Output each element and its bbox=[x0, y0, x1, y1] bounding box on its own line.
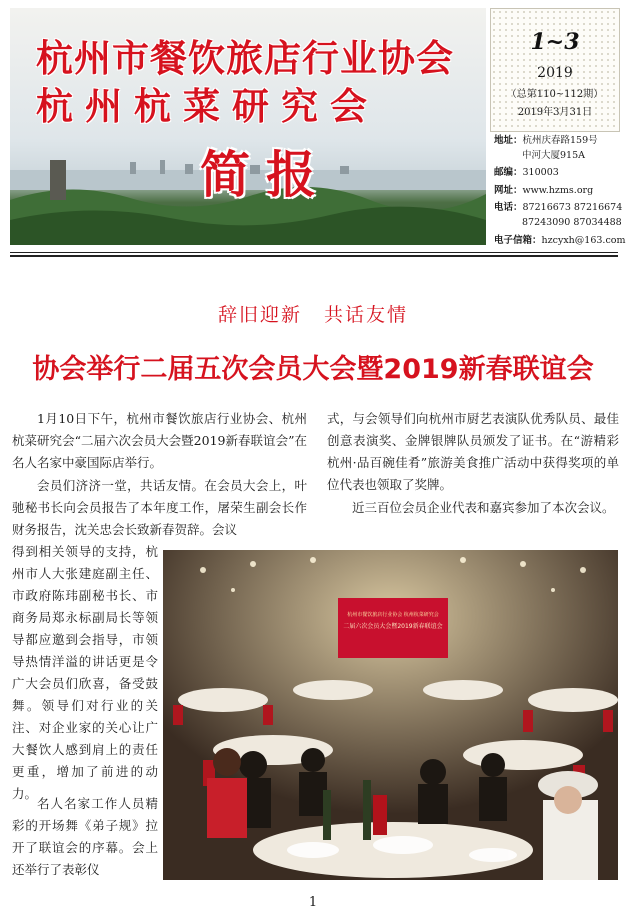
masthead-banner bbox=[10, 8, 486, 245]
banquet-photo bbox=[163, 550, 618, 880]
org-name-line1: 杭州市餐饮旅店行业协会 bbox=[36, 37, 454, 80]
website-label: 网址： bbox=[494, 185, 523, 196]
issue-date: 2019年3月31日 bbox=[517, 107, 593, 118]
issue-info-box bbox=[490, 8, 620, 132]
paragraph-3: 得到相关领导的支持，杭州市人大张建庭副主任、市政府陈玮副秘书长、市商务局郑永标副局长等领导都应邀到会指导，市领导热情洋溢的讲话更是令广大会员们欣喜，备受鼓舞。领导们对行业的关注、对企业家的关心让广大餐饮人感到肩上的责任更重，增加了前进的动力。 bbox=[12, 544, 158, 801]
banquet-scene bbox=[163, 550, 618, 880]
postcode: 310003 bbox=[522, 167, 559, 178]
contact-address bbox=[494, 133, 598, 148]
website-link[interactable]: www.hzms.org bbox=[522, 185, 594, 196]
issue-year: 2019 bbox=[537, 65, 573, 81]
email-label: 电子信箱： bbox=[494, 235, 542, 246]
postcode-label: 邮编： bbox=[494, 167, 523, 178]
address-label: 地址： bbox=[494, 135, 523, 146]
contact-phone bbox=[494, 200, 622, 215]
paragraph-1: 1月10日下午，杭州市餐饮旅店行业协会、杭州杭菜研究会“二届六次会员大会暨2019新春联谊会”在名人名家中豪国际店举行。 bbox=[12, 411, 307, 470]
paragraph-2: 会员们济济一堂，共话友情。在会员大会上，叶驰秘书长向会员报告了本年度工作，屠荣生副会长作财务报告，沈关忠会长致新春贺辞。会议 bbox=[12, 478, 307, 537]
issue-number: 1~3 bbox=[530, 29, 580, 55]
contact-email bbox=[494, 233, 626, 248]
paragraph-5: 式，与会领导们向杭州市厨艺表演队优秀队员、最佳创意表演奖、金牌银牌队员颁发了证书。在“游精彩杭州·品百碗佳肴”旅游美食推广活动中获得奖项的单位代表也领取了奖牌。 bbox=[327, 411, 619, 492]
paragraph-4: 名人名家工作人员精彩的开场舞《弟子规》拉开了联谊会的序幕。会上还举行了表彰仪 bbox=[12, 796, 158, 877]
header-rule bbox=[10, 252, 618, 253]
address-line2: 中河大厦915A bbox=[522, 150, 585, 161]
phone-line1: 87216673 87216674 bbox=[522, 202, 623, 213]
email-link[interactable]: hzcyxh@163.com bbox=[541, 235, 626, 246]
contact-postcode bbox=[494, 165, 559, 180]
address-line1: 杭州庆春路159号 bbox=[522, 135, 598, 146]
phone-line2: 87243090 87034488 bbox=[522, 217, 622, 228]
header-rule-thick bbox=[10, 255, 618, 257]
paragraph-6: 近三百位会员企业代表和嘉宾参加了本次会议。 bbox=[352, 500, 615, 515]
page-number: 1 bbox=[308, 895, 318, 910]
issue-total: （总第110~112期） bbox=[506, 89, 604, 100]
phone-label: 电话： bbox=[494, 202, 523, 213]
org-name-line2: 杭州杭菜研究会 bbox=[36, 85, 379, 128]
publication-title: 简报 bbox=[200, 146, 332, 204]
article-subtitle: 辞旧迎新 共话友情 bbox=[217, 304, 409, 326]
stage-text-line1: 杭州市餐饮旅店行业协会 杭州杭菜研究会 bbox=[347, 612, 439, 618]
stage-text-line2: 二届六次会员大会暨2019新春联谊会 bbox=[343, 623, 443, 630]
contact-website bbox=[494, 183, 593, 198]
article-headline: 协会举行二届五次会员大会暨2019新春联谊会 bbox=[32, 354, 594, 385]
